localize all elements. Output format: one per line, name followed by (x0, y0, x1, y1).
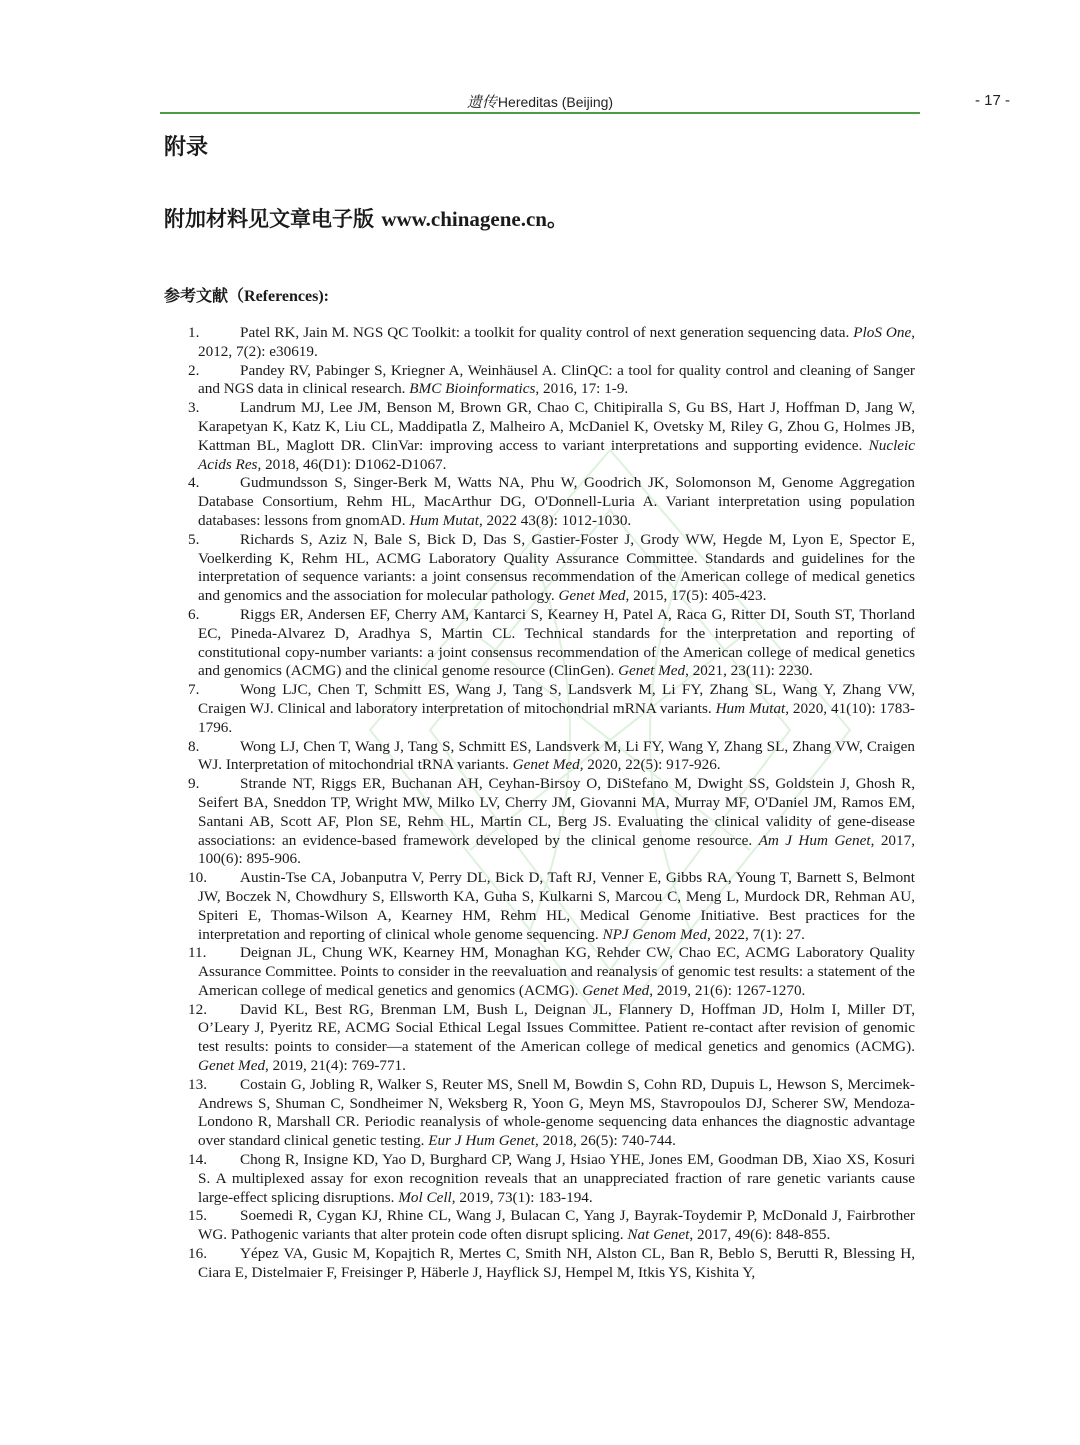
reference-item (188, 944, 915, 1000)
reference-authors-title: Wong LJC, Chen T, Schmitt ES, Wang J, Tang S, Landsverk M, Li FY, Zhang SL, Wang Y, Zhang VW, Craigen WJ. Clinical and laboratory interpretation of mitochondrial mRNA variants. (198, 681, 915, 717)
reference-number: 16. (188, 1245, 207, 1263)
journal-title-en: Hereditas (Beijing) (497, 94, 614, 110)
reference-journal: BMC Bioinformatics (409, 380, 536, 398)
reference-authors-title: Deignan JL, Chung WK, Kearney HM, Monaghan KG, Rehder CW, Chao EC, ACMG Laboratory Quality Assurance Committee. Points to consider in the reevaluation and reanalysis of genomic test results: a statement of the American college of medical genetics and genomics (ACMG). (198, 944, 915, 999)
reference-citation: , 2020, 41(10): 1783-1796. (198, 699, 915, 736)
reference-authors-title: Chong R, Insigne KD, Yao D, Burghard CP, Wang J, Hsiao YHE, Jones EM, Goodman DB, Xiao XS, Kosuri S. A multiplexed assay for exon recognition reveals that an unappreciated fraction of rare genetic variants cause large-effect splicing disruptions. (198, 1151, 915, 1206)
reference-text (198, 474, 915, 530)
reference-citation: , 2022, 7(1): 27. (707, 925, 805, 943)
references-heading-cn: 参考文献 (164, 286, 229, 305)
reference-text (198, 606, 915, 681)
reference-journal: Genet Med (512, 756, 580, 774)
reference-number: 2. (188, 361, 200, 379)
reference-citation: , 2019, 73(1): 183-194. (451, 1188, 593, 1206)
reference-number: 3. (188, 399, 200, 417)
reference-text (198, 681, 915, 737)
reference-number: 12. (188, 1000, 207, 1018)
reference-authors-title: Patel RK, Jain M. NGS QC Toolkit: a toolkit for quality control of next generation sequencing data. (240, 324, 854, 341)
reference-citation: , 2021, 23(11): 2230. (685, 662, 813, 680)
reference-number: 6. (188, 605, 200, 623)
reference-number: 4. (188, 474, 200, 492)
reference-authors-title: Soemedi R, Cygan KJ, Rhine CL, Wang J, Bulacan C, Yang J, Bayrak-Toydemir P, McDonald J, Fairbrother WG. Pathogenic variants that alter protein code often disrupt splicing. (198, 1207, 915, 1244)
reference-number: 1. (188, 324, 200, 341)
reference-journal: Genet Med (558, 587, 626, 605)
reference-authors-title: Gudmundsson S, Singer-Berk M, Watts NA, Phu W, Goodrich JK, Solomonson M, Genome Aggregation Database Consortium, Rehm HL, MacArthur DG, O'Donnell-Luria A. Variant interpretation using population databases: lessons from gnomAD. (198, 474, 915, 529)
supplementary-text: 附加材料见文章电子版 (164, 207, 382, 231)
reference-number: 14. (188, 1151, 207, 1169)
reference-citation: , 2020, 22(5): 917-926. (579, 756, 721, 774)
reference-journal: PloS One (853, 324, 912, 341)
reference-journal: Hum Mutat (409, 511, 479, 529)
reference-citation: , 2012, 7(2): e30619. (198, 324, 915, 360)
reference-text (198, 944, 915, 1000)
reference-journal: Nat Genet (627, 1226, 690, 1244)
references-heading (164, 283, 329, 306)
supplementary-note (164, 203, 568, 233)
supplementary-link[interactable]: www.chinagene.cn (381, 207, 547, 231)
reference-item (188, 399, 915, 474)
journal-title (160, 91, 920, 112)
reference-journal: Genet Med (618, 662, 686, 680)
reference-text (198, 1151, 915, 1207)
reference-authors-title: Richards S, Aziz N, Bale S, Bick D, Das S, Gastier-Foster J, Grody WW, Hegde M, Lyon E, Spector E, Voelkerding K, Rehm HL, ACMG Laboratory Quality Assurance Committee. Standards and guidelines for the interpretation of sequence variants: a joint consensus recommendation of the American college of medical genetics and genomics and the association for molecular pathology. (198, 530, 915, 605)
reference-citation: , 2019, 21(6): 1267-1270. (649, 981, 806, 999)
reference-item (188, 474, 915, 530)
journal-title-cn: 遗传 (466, 93, 497, 111)
reference-journal: Am J Hum Genet (758, 831, 871, 849)
reference-journal: Genet Med (198, 1057, 266, 1075)
reference-text (198, 1076, 915, 1151)
reference-text (198, 362, 915, 400)
reference-number: 8. (188, 737, 200, 755)
appendix-title: 附录 (164, 135, 209, 160)
page-number: - 17 - (975, 92, 1011, 109)
reference-text (198, 1001, 915, 1076)
reference-journal: Eur J Hum Genet (428, 1132, 535, 1150)
reference-citation: , 2015, 17(5): 405-423. (625, 587, 767, 605)
reference-item (188, 1207, 915, 1245)
reference-citation: , 2019, 21(4): 769-771. (265, 1057, 406, 1075)
reference-journal: NPJ Genom Med (602, 925, 708, 943)
reference-list (188, 324, 915, 1283)
reference-citation: , 2018, 26(5): 740-744. (534, 1132, 676, 1150)
references-heading-en: （References): (228, 288, 330, 305)
reference-authors-title: Landrum MJ, Lee JM, Benson M, Brown GR, Chao C, Chitipiralla S, Gu BS, Hart J, Hoffman D, Jang W, Karapetyan K, Katz K, Liu CL, Maddipatla Z, Malheiro A, McDaniel K, Ovetsky M, Riley G, Zhou G, Holmes JB, Kattman BL, Maglott DR. ClinVar: improving access to variant interpretations and supporting evidence. (198, 399, 915, 454)
reference-text (198, 1207, 915, 1245)
reference-item (188, 605, 915, 681)
reference-journal: Hum Mutat (715, 699, 786, 717)
reference-journal: Genet Med (582, 981, 650, 999)
running-header (160, 90, 920, 114)
reference-citation: , 2022 43(8): 1012-1030. (478, 511, 632, 529)
reference-journal: Mol Cell (398, 1188, 452, 1206)
reference-item (188, 681, 915, 737)
reference-item (188, 737, 915, 776)
reference-text (198, 399, 915, 474)
reference-authors-title: Pandey RV, Pabinger S, Kriegner A, Weinhäusel A. ClinQC: a tool for quality control and cleaning of Sanger and NGS data in clinical research. (198, 361, 915, 398)
reference-citation: , 2016, 17: 1-9. (535, 380, 629, 398)
reference-number: 10. (188, 869, 207, 887)
reference-number: 15. (188, 1207, 207, 1225)
reference-item (188, 324, 915, 362)
reference-text (198, 869, 915, 944)
reference-citation: , 2018, 46(D1): D1062-D1067. (257, 455, 447, 473)
reference-item (188, 1151, 915, 1207)
reference-text (198, 324, 915, 362)
reference-text (198, 738, 915, 776)
reference-item (188, 1000, 915, 1076)
reference-authors-title: Riggs ER, Andersen EF, Cherry AM, Kantarci S, Kearney H, Patel A, Raca G, Ritter DI, South ST, Thorland EC, Pineda-Alvarez D, Aradhya S, Martin CL. Technical standards for the interpretation and reporting of constitutional copy-number variants: a joint consensus recommendation of the American college of medical genetics and genomics (ACMG) and the clinical genome resource (ClinGen). (198, 605, 915, 680)
reference-text (198, 531, 915, 606)
reference-item (188, 1245, 915, 1283)
reference-number: 9. (188, 775, 200, 793)
reference-number: 7. (188, 681, 200, 699)
reference-authors-title: David KL, Best RG, Brenman LM, Bush L, Deignan JL, Flannery D, Hoffman JD, Holm I, Miller DT, O’Leary J, Pyeritz RE, ACMG Social Ethical Legal Issues Committee. Patient re-contact after revision of genomic test results: points to consider—a statement of the American college of medical genetics and genomics (ACMG). (198, 1000, 915, 1056)
reference-number: 13. (188, 1075, 207, 1093)
reference-text (198, 1245, 915, 1283)
reference-item (188, 530, 915, 606)
reference-item (188, 869, 915, 944)
reference-item (188, 775, 915, 869)
reference-authors-title: Costain G, Jobling R, Walker S, Reuter MS, Snell M, Bowdin S, Cohn RD, Dupuis L, Hewson S, Mercimek-Andrews S, Shuman C, Sondheimer N, Weksberg R, Yoon G, Meyn MS, Stavropoulos DJ, Scherer SW, Mendoza-Londono R, Marshall CR. Periodic reanalysis of whole-genome sequencing data enhances the diagnostic advantage over standard clinical genetic testing. (198, 1075, 915, 1150)
reference-number: 11. (188, 944, 207, 962)
reference-text (198, 775, 915, 869)
reference-item (188, 1075, 915, 1151)
reference-authors-title: Yépez VA, Gusic M, Kopajtich R, Mertes C, Smith NH, Alston CL, Ban R, Beblo S, Berutti R, Blessing H, Ciara E, Distelmaier F, Freisinger P, Häberle J, Hayflick SJ, Hempel M, Itkis YS, Kishita Y, (198, 1245, 915, 1281)
reference-authors-title: Strande NT, Riggs ER, Buchanan AH, Ceyhan-Birsoy O, DiStefano M, Dwight SS, Goldstein J, Ghosh R, Seifert BA, Sneddon TP, Wright MW, Milko LV, Cherry JM, Giovanni MA, Murray MF, O'Daniel JM, Ramos EM, Santani AB, Scott AF, Plon SE, Rehm HL, Martin CL, Berg JS. Evaluating the clinical validity of gene-disease associations: an evidence-based framework developed by the clinical genome resource. (198, 775, 915, 849)
reference-item (188, 361, 915, 400)
reference-citation: , 2017, 100(6): 895-906. (198, 831, 915, 868)
supplementary-period: 。 (547, 207, 568, 231)
reference-citation: , 2017, 49(6): 848-855. (689, 1226, 831, 1244)
reference-authors-title: Austin-Tse CA, Jobanputra V, Perry DL, Bick D, Taft RJ, Venner E, Gibbs RA, Young T, Barnett S, Belmont JW, Boczek N, Chowdhury S, Ellsworth KA, Guha S, Kulkarni S, Marcou C, Meng L, Murdock DR, Rehman AU, Spiteri E, Thomas-Wilson A, Kearney HM, Rehm HL, Medical Genome Initiative. Best practices for the interpretation and reporting of clinical whole genome sequencing. (198, 869, 915, 943)
reference-journal: Nucleic Acids Res (198, 436, 915, 473)
reference-authors-title: Wong LJ, Chen T, Wang J, Tang S, Schmitt ES, Landsverk M, Li FY, Wang Y, Zhang SL, Zhang VW, Craigen WJ. Interpretation of mitochondrial tRNA variants. (198, 737, 915, 774)
reference-number: 5. (188, 530, 200, 548)
